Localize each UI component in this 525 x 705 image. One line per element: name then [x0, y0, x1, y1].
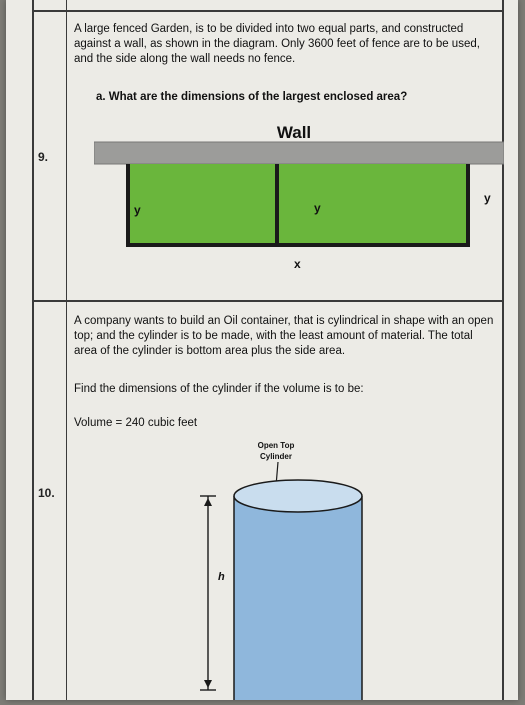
garden-left	[128, 164, 276, 244]
table-top-border	[34, 10, 502, 12]
question-10-find: Find the dimensions of the cylinder if the volume is to be:	[74, 383, 364, 395]
row-divider	[34, 300, 502, 302]
height-arrow-down	[204, 680, 212, 688]
wall-label: Wall	[276, 126, 312, 142]
height-arrow-up	[204, 498, 212, 506]
h-label: h	[218, 571, 225, 583]
y-label-right: y	[484, 191, 491, 205]
wall	[94, 142, 504, 164]
open-top-label-line1: Open Top	[257, 441, 295, 450]
question-10-volume: Volume = 240 cubic feet	[74, 417, 198, 429]
number-column	[34, 0, 67, 700]
worksheet-page	[6, 0, 518, 700]
question-10-number: 10.	[38, 486, 55, 500]
cylinder-diagram	[166, 440, 386, 700]
question-10-text: A company wants to build an Oil container, that is cylindrical in shape with an open top; and the cylinder is to be made, with the least amount of material. The total area of the cylinder is bottom area plus the side area.	[74, 315, 494, 357]
question-9-part-a: a. What are the dimensions of the largest enclosed area?	[96, 91, 408, 103]
y-label-middle: y	[314, 201, 321, 215]
question-9-number: 9.	[38, 150, 49, 164]
y-label-left: y	[134, 203, 141, 217]
x-label: x	[294, 257, 301, 271]
garden-diagram	[94, 126, 504, 286]
cylinder-body	[234, 496, 362, 700]
open-top-label-line2: Cylinder	[259, 452, 293, 461]
cylinder-top	[234, 480, 362, 512]
question-9-text: A large fenced Garden, is to be divided into two equal parts, and constructed against a wall, as shown in the diagram. Only 3600 feet of fence are to be used, and the side along the wall needs no fence.	[74, 23, 480, 65]
garden-right	[278, 164, 468, 244]
